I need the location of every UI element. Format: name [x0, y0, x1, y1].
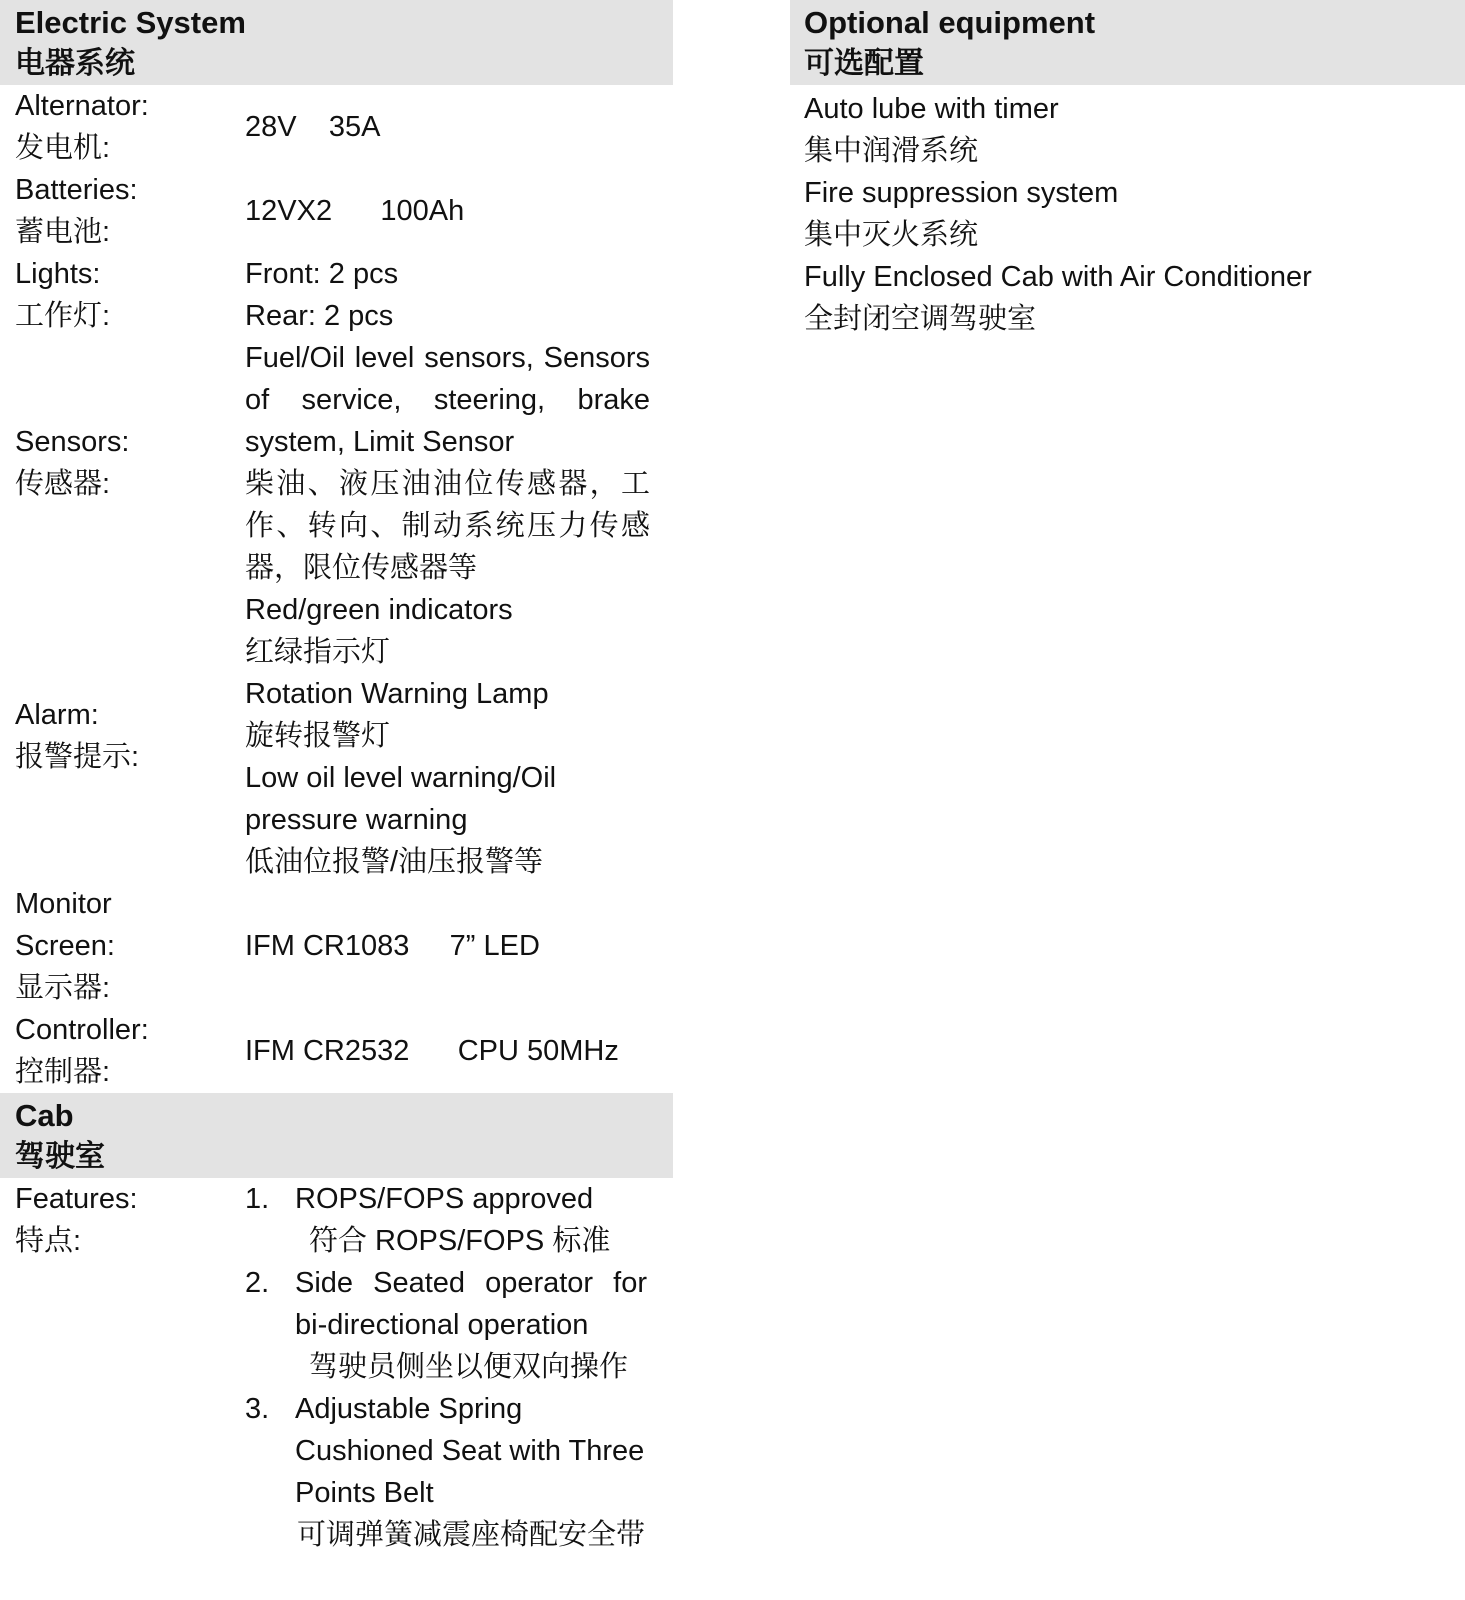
spec-value-text-en-0: IFM CR2532 CPU 50MHz: [245, 1035, 619, 1067]
feature-text-zh: 驾驶员侧坐以便双向操作: [309, 1351, 629, 1383]
left-column: [0, 0, 673, 1556]
spec-row-lights: [0, 253, 673, 337]
spec-value-text-en-0: 12VX2 100Ah: [245, 195, 465, 227]
spec-label-line-0: Alarm:: [15, 699, 99, 731]
feature-item-2: [245, 1262, 655, 1388]
feature-text-zh: 符合 ROPS/FOPS 标准: [309, 1225, 611, 1257]
spec-label-line-0: Alternator:: [15, 90, 149, 122]
spec-label-line-0: Batteries:: [15, 174, 138, 206]
spec-row-batteries: [0, 169, 673, 253]
spec-row-controller: [0, 1009, 673, 1093]
optional-item-1: [804, 88, 1465, 172]
spec-row-alarm: [0, 589, 673, 883]
features-label: [15, 1178, 245, 1262]
spec-label-alternator: [15, 85, 245, 169]
feature-body: [295, 1388, 647, 1556]
spec-value-controller: [245, 1030, 650, 1072]
optional-item-text-zh: 集中润滑系统: [804, 135, 979, 167]
spec-label-lights: [15, 253, 245, 337]
electric-system-header: [0, 0, 673, 85]
feature-text-zh: 可调弹簧减震座椅配安全带: [297, 1519, 646, 1551]
feature-text-en: ROPS/FOPS approved: [295, 1183, 594, 1215]
spec-value-monitor-screen: [245, 925, 650, 967]
spec-label-alarm: [15, 694, 245, 778]
spec-value-batteries: [245, 190, 650, 232]
optional-item-text-en: Auto lube with timer: [804, 93, 1059, 125]
spec-label-line-1: 蓄电池:: [15, 216, 111, 248]
spec-label-line-0: Controller:: [15, 1014, 149, 1046]
cab-title-en: Cab: [15, 1097, 74, 1133]
optional-item-text-en: Fire suppression system: [804, 177, 1119, 209]
feature-item-3: [245, 1388, 655, 1556]
spec-value-alternator: [245, 106, 650, 148]
optional-equipment-title-zh: 可选配置: [804, 46, 924, 80]
spec-value-text-zh-1: 柴油、液压油油位传感器，工作、转向、制动系统压力传感器，限位传感器等: [245, 468, 650, 584]
spec-value-alarm: [245, 589, 650, 883]
spec-label-line-1: 报警提示:: [15, 741, 140, 773]
right-column: [790, 0, 1465, 340]
spec-value-text-en-0: IFM CR1083 7” LED: [245, 930, 540, 962]
optional-item-text-en: Fully Enclosed Cab with Air Conditioner: [804, 261, 1312, 293]
spec-label-line-2: 显示器:: [15, 972, 111, 1004]
spec-value-text-zh-1: 红绿指示灯: [245, 636, 391, 668]
cab-title-zh: 驾驶室: [15, 1139, 105, 1173]
spec-row-alternator: [0, 85, 673, 169]
feature-text-en: Adjustable Spring Cushioned Seat with Three Points Belt: [295, 1393, 645, 1509]
spec-label-line-0: Sensors:: [15, 426, 130, 458]
spec-value-text-en-1: Rear: 2 pcs: [245, 300, 394, 332]
spec-label-batteries: [15, 169, 245, 253]
spec-label-line-1: 发电机:: [15, 132, 111, 164]
feature-body: [295, 1178, 647, 1262]
cab-header: [0, 1093, 673, 1178]
cab-features-row: [0, 1178, 673, 1556]
optional-equipment-header: [790, 0, 1465, 85]
optional-item-text-zh: 集中灭火系统: [804, 219, 979, 251]
spec-label-line-1: Screen:: [15, 930, 115, 962]
spec-label-line-0: Monitor: [15, 888, 112, 920]
electric-system-title-zh: 电器系统: [15, 46, 135, 80]
spec-value-text-en-0: 28V 35A: [245, 111, 381, 143]
feature-number: 1.: [245, 1183, 270, 1215]
feature-text-en: Side Seated operator for bi-directional operation: [295, 1267, 647, 1341]
feature-number: 2.: [245, 1267, 270, 1299]
optional-equipment-title-en: Optional equipment: [804, 4, 1096, 40]
spec-row-monitor-screen: [0, 883, 673, 1009]
electric-system-title-en: Electric System: [15, 4, 246, 40]
features-label-line-0: Features:: [15, 1183, 138, 1215]
spec-value-lights: [245, 253, 650, 337]
spec-value-text-en-4: Low oil level warning/Oil pressure warning: [245, 762, 557, 836]
optional-item-text-zh: 全封闭空调驾驶室: [804, 303, 1037, 335]
optional-equipment-list: [790, 85, 1465, 340]
spec-value-text-en-0: Red/green indicators: [245, 594, 513, 626]
spec-value-text-en-0: Fuel/Oil level sensors, Sensors of service, steering, brake system, Limit Sensor: [245, 342, 650, 458]
spec-label-controller: [15, 1009, 245, 1093]
feature-number: 3.: [245, 1393, 270, 1425]
spec-value-sensors: [245, 337, 650, 589]
spec-label-line-1: 工作灯:: [15, 300, 111, 332]
spec-label-monitor-screen: [15, 883, 245, 1009]
spec-label-line-0: Lights:: [15, 258, 101, 290]
spec-label-line-1: 传感器:: [15, 468, 111, 500]
spec-value-text-zh-3: 旋转报警灯: [245, 720, 391, 752]
electric-system-rows: [0, 85, 673, 1093]
spec-row-sensors: [0, 337, 673, 589]
feature-item-1: [245, 1178, 655, 1262]
spec-value-text-zh-5: 低油位报警/油压报警等: [245, 846, 544, 878]
features-label-line-1: 特点:: [15, 1225, 82, 1257]
features-list: [245, 1178, 655, 1556]
optional-item-3: [804, 256, 1465, 340]
spec-value-text-en-0: Front: 2 pcs: [245, 258, 399, 290]
spec-label-line-1: 控制器:: [15, 1056, 111, 1088]
optional-item-2: [804, 172, 1465, 256]
spec-value-text-en-2: Rotation Warning Lamp: [245, 678, 549, 710]
spec-label-sensors: [15, 421, 245, 505]
feature-body: [295, 1262, 647, 1388]
